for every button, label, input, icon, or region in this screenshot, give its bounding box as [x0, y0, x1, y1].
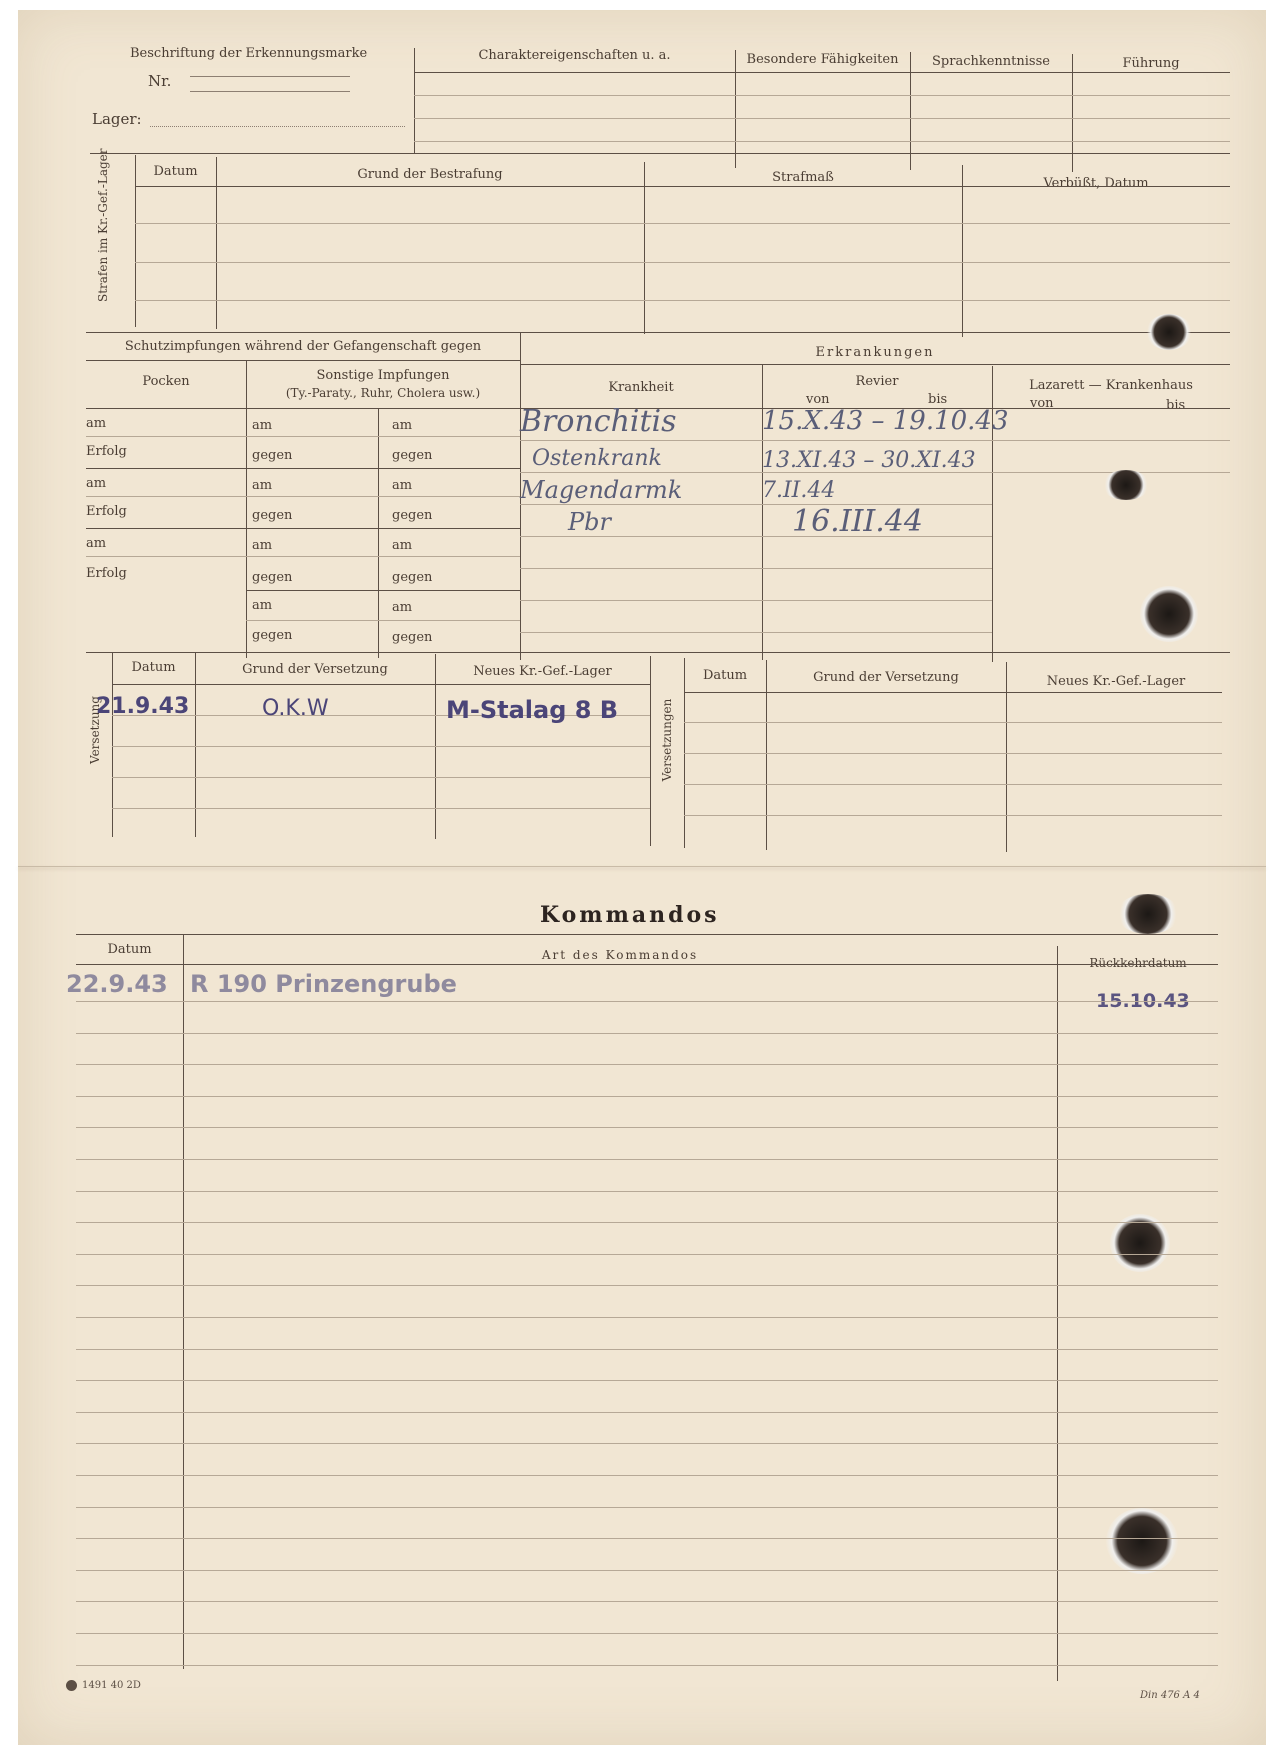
kommando-ruled-line: [76, 1033, 1218, 1034]
punch-hole: [1146, 314, 1192, 350]
label-revier-bis: bis: [928, 392, 948, 407]
punch-hole: [1116, 894, 1180, 934]
vers-datum-value: 21.9.43: [96, 694, 190, 719]
pocken-am-3: am: [86, 536, 107, 551]
form-page: [18, 10, 1266, 1745]
krankheit-4: Pbr: [568, 508, 611, 536]
label-lazarett: Lazarett — Krankenhaus: [1029, 378, 1193, 393]
sonstige-gegen-2b: gegen: [392, 508, 433, 523]
kommando-ruled-line: [76, 1064, 1218, 1065]
label-lager: Lager:: [92, 110, 142, 128]
label-versetzungen: Versetzungen: [660, 698, 674, 782]
kommando-ruled-line: [76, 1317, 1218, 1318]
label-grund-bestrafung: Grund der Bestrafung: [357, 167, 503, 182]
label-vers-grund-1: Grund der Versetzung: [242, 662, 388, 677]
kommando-ruled-line: [76, 1285, 1218, 1286]
kommando-ruled-line: [76, 1475, 1218, 1476]
pocken-am-2: am: [86, 476, 107, 491]
kommando-ruled-line: [76, 1159, 1218, 1160]
sonstige-gegen-3b: gegen: [392, 570, 433, 585]
krankheit-3: Magendarmk: [520, 476, 683, 504]
label-strafen: Strafen im Kr.-Gef.-Lager: [96, 148, 110, 302]
label-besondere-faehigkeiten: Besondere Fähigkeiten: [746, 52, 899, 67]
label-vers-lager-2: Neues Kr.-Gef.-Lager: [1046, 674, 1186, 689]
printer-mark-icon: [66, 1680, 77, 1691]
vers-grund-value: O.K.W: [262, 696, 329, 721]
fold-line: [18, 866, 1266, 867]
lager-field[interactable]: [150, 126, 405, 127]
label-krankheit: Krankheit: [608, 380, 674, 395]
label-versetzung: Versetzung: [88, 696, 102, 764]
kommando-ruled-line: [76, 1254, 1218, 1255]
vers-lager-value: M-Stalag 8 B: [446, 696, 619, 724]
sonstige-gegen-2a: gegen: [252, 508, 293, 523]
label-schutzimpfungen: Schutzimpfungen während der Gefangenschaft gegen: [124, 339, 482, 354]
sonstige-gegen-1a: gegen: [252, 448, 293, 463]
pocken-erfolg-3: Erfolg: [86, 566, 127, 581]
label-vers-datum-2: Datum: [702, 668, 748, 683]
sonstige-gegen-4b: gegen: [392, 630, 433, 645]
label-strafen-datum: Datum: [153, 164, 198, 179]
label-lazarett-bis: bis: [1166, 398, 1186, 413]
kommando-art-value: R 190 Prinzengrube: [190, 970, 457, 998]
punch-hole: [1102, 470, 1150, 500]
sonstige-am-4b: am: [392, 600, 413, 615]
sonstige-am-1a: am: [252, 418, 273, 433]
kommando-ruled-line: [76, 1443, 1218, 1444]
sonstige-am-1b: am: [392, 418, 413, 433]
kommando-ruled-line: [76, 1127, 1218, 1128]
kommandos-title: Kommandos: [540, 902, 720, 928]
footer-din: Din 476 A 4: [1140, 1690, 1200, 1701]
kommando-rueckkehr-value: 15.10.43: [1096, 990, 1190, 1012]
label-sonstige-detail: (Ty.-Paraty., Ruhr, Cholera usw.): [285, 386, 481, 400]
label-revier-von: von: [806, 392, 830, 407]
kommando-ruled-line: [76, 1412, 1218, 1413]
kommando-ruled-line: [76, 1349, 1218, 1350]
krankheit-2: Ostenkrank: [532, 446, 662, 471]
kommando-ruled-line: [76, 1191, 1218, 1192]
sonstige-am-2b: am: [392, 478, 413, 493]
kommando-ruled-line: [76, 1665, 1218, 1666]
label-revier: Revier: [855, 374, 899, 389]
label-nr: Nr.: [148, 72, 172, 90]
footer-code: 1491 40 2D: [82, 1680, 141, 1691]
label-pocken: Pocken: [142, 374, 190, 389]
kommando-ruled-line: [76, 1380, 1218, 1381]
sonstige-am-2a: am: [252, 478, 273, 493]
nr-field[interactable]: [190, 76, 350, 92]
label-art-kommando: Art des Kommandos: [541, 948, 699, 962]
sonstige-gegen-4a: gegen: [252, 628, 293, 643]
sonstige-gegen-1b: gegen: [392, 448, 433, 463]
kommando-ruled-line: [76, 1507, 1218, 1508]
label-kommando-datum: Datum: [107, 942, 152, 957]
label-sonstige: Sonstige Impfungen: [316, 368, 450, 383]
label-charaktereigenschaften: Charaktereigenschaften u. a.: [478, 48, 671, 63]
kommando-ruled-line: [76, 1001, 1218, 1002]
punch-hole: [1140, 586, 1198, 642]
label-lazarett-von: von: [1030, 396, 1054, 411]
kommando-ruled-line: [76, 1538, 1218, 1539]
sonstige-am-3b: am: [392, 538, 413, 553]
label-vers-grund-2: Grund der Versetzung: [813, 670, 959, 685]
revier-3: 7.II.44: [762, 478, 836, 503]
revier-4: 16.III.44: [792, 504, 923, 539]
kommando-ruled-line: [76, 1633, 1218, 1634]
label-rueckkehrdatum: Rückkehrdatum: [1089, 956, 1187, 970]
kommando-ruled-line: [76, 1601, 1218, 1602]
label-erkrankungen: Erkrankungen: [815, 345, 935, 360]
label-strafmass: Strafmaß: [772, 170, 834, 185]
label-vers-datum-1: Datum: [131, 660, 176, 675]
kommando-ruled-line: [76, 1570, 1218, 1571]
pocken-erfolg-1: Erfolg: [86, 444, 127, 459]
revier-1: 15.X.43 – 19.10.43: [762, 406, 1009, 436]
label-verbuesst: Verbüßt, Datum: [1043, 176, 1149, 191]
sonstige-gegen-3a: gegen: [252, 570, 293, 585]
krankheit-1: Bronchitis: [520, 404, 677, 439]
kommando-datum-value: 22.9.43: [66, 970, 168, 998]
punch-hole: [1106, 1508, 1178, 1574]
sonstige-am-4a: am: [252, 598, 273, 613]
label-vers-lager-1: Neues Kr.-Gef.-Lager: [473, 664, 612, 679]
pocken-erfolg-2: Erfolg: [86, 504, 127, 519]
label-fuehrung: Führung: [1122, 56, 1180, 71]
label-beschriftung: Beschriftung der Erkennungsmarke: [130, 46, 368, 61]
revier-2: 13.XI.43 – 30.XI.43: [762, 448, 976, 473]
kommando-ruled-line: [76, 1096, 1218, 1097]
kommando-ruled-line: [76, 1222, 1218, 1223]
label-sprachkenntnisse: Sprachkenntnisse: [932, 54, 1050, 69]
sonstige-am-3a: am: [252, 538, 273, 553]
pocken-am-1: am: [86, 416, 107, 431]
